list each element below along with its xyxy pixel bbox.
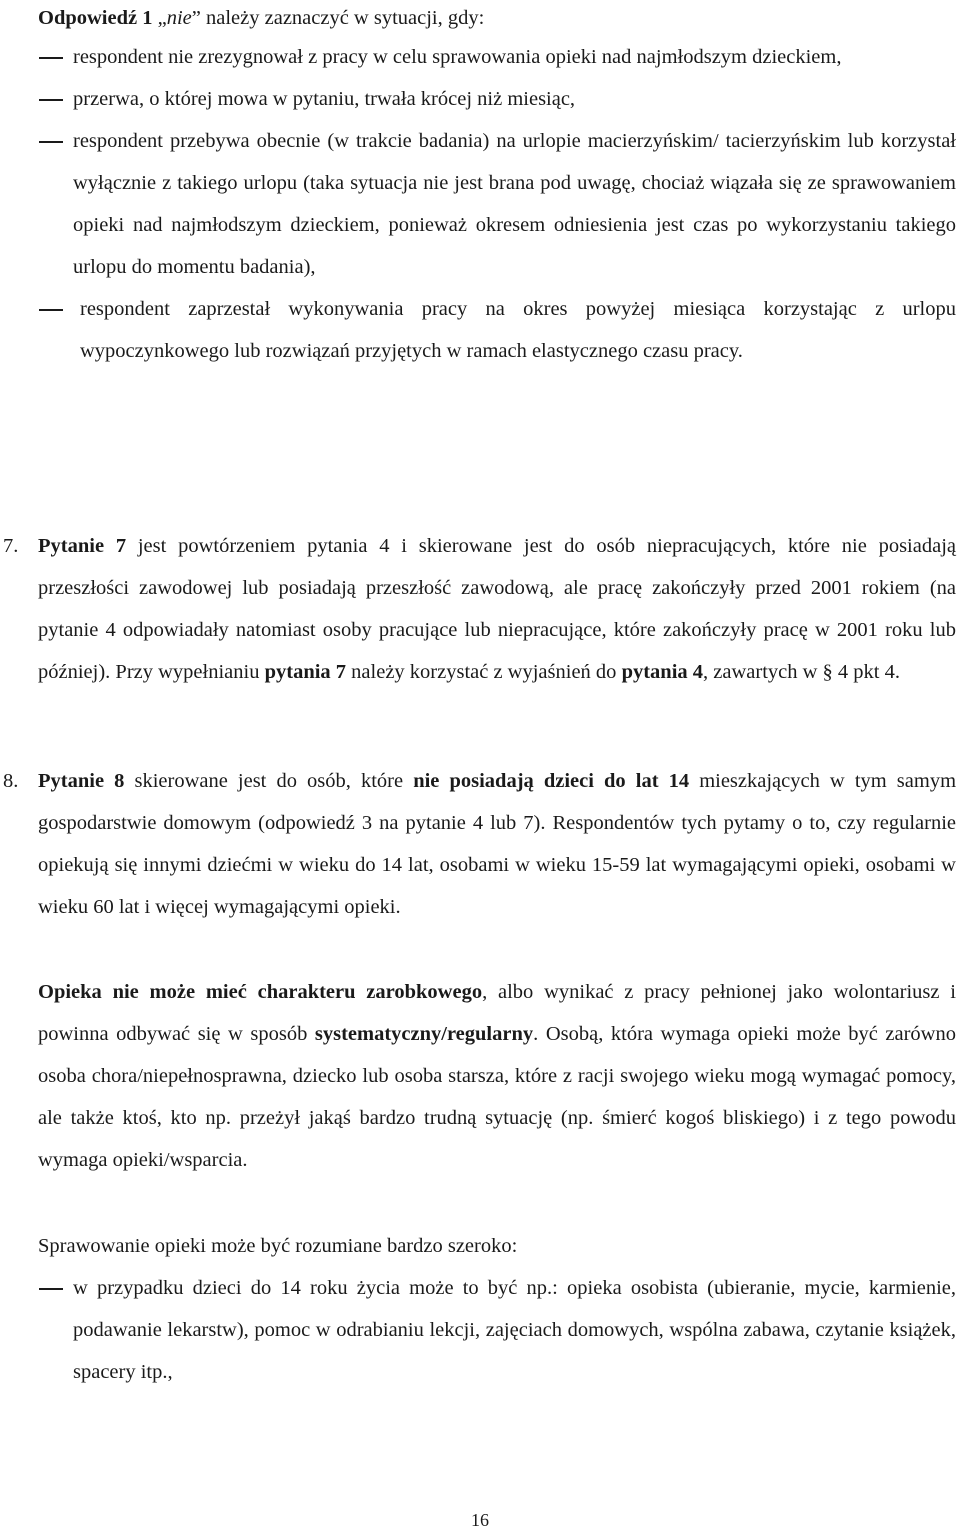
page-number: 16 — [471, 1510, 489, 1530]
bold-text: Opieka nie może mieć charakteru zarobkowego — [38, 981, 483, 1003]
bold-text: pytania 4 — [621, 661, 704, 683]
section-number: 7. — [3, 535, 19, 557]
section-7-text — [38, 525, 956, 693]
list-item-text: w przypadku dzieci do 14 roku życia może to być np.: opieka osobista (ubieranie, mycie, karmienie, podawanie lekarstw), pomoc w odrabianiu lekcji, zajęciach domowych, wspólna zabawa, czytanie książek, spacery itp., — [73, 1277, 956, 1383]
answer1-heading — [38, 0, 956, 39]
quote-open: „ — [157, 7, 167, 29]
answer1-list — [38, 36, 956, 372]
text: należy korzystać z wyjaśnień do — [346, 661, 622, 683]
section-number: 8. — [3, 770, 19, 792]
text: , albo wynikać z pracy pełnionej jako wolontariusz i powinna odbywać się w sposób — [38, 981, 956, 1045]
scope-list — [38, 1267, 956, 1393]
bold-text: pytania 7 — [264, 661, 347, 683]
bold-text: systematyczny/regularny — [314, 1023, 534, 1045]
list-item — [38, 288, 956, 372]
list-item-text: przerwa, o której mowa w pytaniu, trwała krócej niż miesiąc, — [73, 88, 576, 110]
list-item — [38, 78, 956, 120]
list-item — [38, 1267, 956, 1393]
answer-word: nie — [166, 7, 192, 29]
section-8-text — [38, 760, 956, 928]
answer1-prefix: Odpowiedź 1 — [38, 7, 158, 29]
text: . Osobą, która wymaga opieki może być zarówno osoba chora/niepełnosprawna, dziecko lub osoba starsza, które z racji swojego wieku mogą wymagać pomocy, ale także ktoś, kto np. przeżył jakąś bardzo trudną sytuację (np. śmierć kogoś bliskiego) i z tego powodu wymaga opieki/wsparcia. — [38, 1023, 956, 1171]
text: jest powtórzeniem pytania 4 i skierowane jest do osób niepracujących, które nie posiadają przeszłości zawodowej lub posiadają przeszłość zawodową, ale pracę zakończyły przed 2001 rokiem (na pytanie 4 odpowiadały natomiast osoby pracujące lub niepracujące, które zakończyły pracę w 2001 roku lub później). Przy wypełnianiu — [38, 535, 956, 683]
list-item-text: respondent zaprzestał wykonywania pracy na okres powyżej miesiąca korzystając z urlopu wypoczynkowego lub rozwiązań przyjętych w ramach elastycznego czasu pracy. — [80, 298, 956, 362]
bold-text: Pytanie 8 — [38, 770, 125, 792]
care-paragraph — [38, 971, 956, 1181]
answer1-suffix: należy zaznaczyć w sytuacji, gdy: — [200, 7, 485, 29]
bold-text: Pytanie 7 — [38, 535, 127, 557]
list-item — [38, 120, 956, 288]
bold-text: nie posiadają dzieci do lat 14 — [413, 770, 690, 792]
list-item — [38, 36, 956, 78]
text: , zawartych w § 4 pkt 4. — [703, 661, 900, 683]
list-item-text: respondent przebywa obecnie (w trakcie badania) na urlopie macierzyńskim/ tacierzyńskim lub korzystał wyłącznie z takiego urlopu (taka sytuacja nie jest brana pod uwagę, chociaż wiązała się ze sprawowaniem opieki nad najmłodszym dzieckiem, ponieważ okresem odniesienia jest czas po wykorzystaniu takiego urlopu do momentu badania), — [73, 130, 956, 278]
text: skierowane jest do osób, które — [124, 770, 414, 792]
text: mieszkających w tym samym gospodarstwie domowym (odpowiedź 3 na pytanie 4 lub 7). Respondentów tych pytamy o to, czy regularnie opiekują się innymi dziećmi w wieku do 14 lat, osobami w wieku 15-59 lat wymagającymi opieki, osobami w wieku 60 lat i więcej wymagającymi opieki. — [38, 770, 957, 918]
quote-close: ” — [191, 7, 201, 29]
scope-intro: Sprawowanie opieki może być rozumiane bardzo szeroko: — [38, 1235, 518, 1257]
list-item-text: respondent nie zrezygnował z pracy w celu sprawowania opieki nad najmłodszym dzieckiem, — [73, 46, 842, 68]
